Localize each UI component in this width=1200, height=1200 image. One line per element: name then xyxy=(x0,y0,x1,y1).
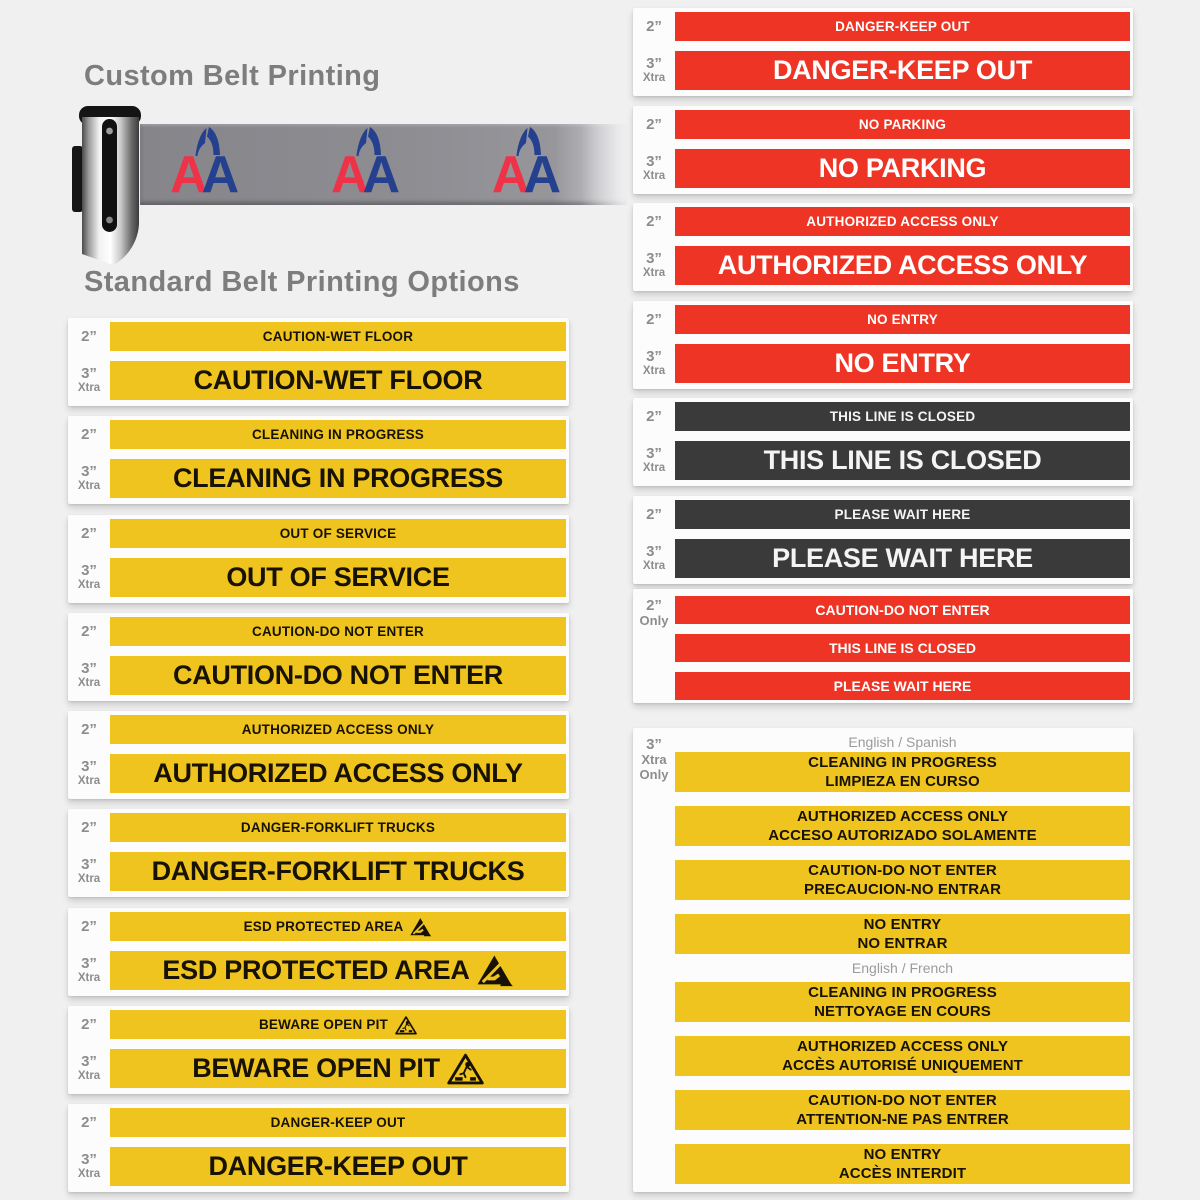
american-airlines-logo xyxy=(491,146,561,205)
belt-sample-bilingual: AUTHORIZED ACCESS ONLY ACCESO AUTORIZADO SOLAMENTE xyxy=(675,806,1130,846)
belt-sample-3in: BEWARE OPEN PIT xyxy=(110,1049,566,1088)
belt-sample-2in: THIS LINE IS CLOSED xyxy=(675,402,1130,431)
size-label-3in-xtra: 3” Xtra xyxy=(77,660,101,690)
size-label-2in: 2” xyxy=(81,426,97,443)
custom-printed-belt xyxy=(140,124,627,205)
belt-sample-3in: DANGER-KEEP OUT xyxy=(675,51,1130,90)
bilingual-group-heading: English / French xyxy=(851,960,954,976)
belt-sample-2in: NO PARKING xyxy=(675,110,1130,139)
size-label-3in-xtra: 3” Xtra xyxy=(77,955,101,985)
size-label-3in-xtra: 3” Xtra xyxy=(77,1151,101,1181)
size-label-3in-xtra: 3” Xtra xyxy=(642,348,666,378)
belt-sample-2in: CAUTION-DO NOT ENTER xyxy=(675,596,1130,624)
size-label-2in: 2” xyxy=(81,819,97,836)
belt-sample-bilingual: NO ENTRY NO ENTRAR xyxy=(675,914,1130,954)
aa-letter-blue: A xyxy=(523,146,561,205)
belt-option-card xyxy=(633,301,1133,389)
belt-sample-3in: NO PARKING xyxy=(675,149,1130,188)
belt-sample-2in: BEWARE OPEN PIT xyxy=(110,1010,566,1039)
size-label-2in: 2” xyxy=(646,506,662,523)
stanchion-head-image xyxy=(70,104,148,270)
aa-letter-red: A xyxy=(330,146,369,205)
size-label-2in: 2” xyxy=(81,918,97,935)
size-label-2in: 2” xyxy=(646,311,662,328)
belt-option-card-2in-only xyxy=(633,589,1133,703)
belt-sample-3in: PLEASE WAIT HERE xyxy=(675,539,1130,578)
standard-printing-heading: Standard Belt Printing Options xyxy=(84,266,520,298)
size-label-2in: 2” xyxy=(81,525,97,542)
size-label-2in: 2” xyxy=(646,116,662,133)
belt-option-card-bilingual xyxy=(633,728,1133,1192)
belt-sample-2in: CAUTION-DO NOT ENTER xyxy=(110,617,566,646)
belt-option-card xyxy=(68,613,569,701)
open-pit-warning-icon xyxy=(395,1015,417,1035)
aa-eagle-icon xyxy=(510,127,543,157)
belt-option-card xyxy=(68,1006,569,1094)
esd-warning-icon xyxy=(410,917,432,937)
american-airlines-logo xyxy=(170,146,240,205)
aa-letter-blue: A xyxy=(201,146,240,205)
size-label-2in: 2” xyxy=(81,1016,97,1033)
aa-letter-red: A xyxy=(491,146,530,205)
belt-option-card xyxy=(68,318,569,406)
belt-sample-3in: CAUTION-DO NOT ENTER xyxy=(110,656,566,695)
belt-sample-bilingual: CLEANING IN PROGRESS NETTOYAGE EN COURS xyxy=(675,982,1130,1022)
size-label-3in-xtra: 3” Xtra xyxy=(77,1053,101,1083)
size-label-2in-only: 2” Only xyxy=(639,597,669,629)
belt-sample-3in: CLEANING IN PROGRESS xyxy=(110,459,566,498)
belt-sample-2in: DANGER-KEEP OUT xyxy=(675,12,1130,41)
custom-printing-heading: Custom Belt Printing xyxy=(84,60,381,92)
belt-sample-3in: OUT OF SERVICE xyxy=(110,558,566,597)
belt-sample-bilingual: NO ENTRY ACCÈS INTERDIT xyxy=(675,1144,1130,1184)
size-label-2in: 2” xyxy=(646,213,662,230)
belt-sample-3in: AUTHORIZED ACCESS ONLY xyxy=(675,246,1130,285)
size-label-2in: 2” xyxy=(646,408,662,425)
belt-sample-2in: CAUTION-WET FLOOR xyxy=(110,322,566,351)
size-label-2in: 2” xyxy=(81,721,97,738)
belt-option-card xyxy=(633,106,1133,194)
belt-sample-bilingual: AUTHORIZED ACCESS ONLY ACCÈS AUTORISÉ UNIQUEMENT xyxy=(675,1036,1130,1076)
esd-warning-icon xyxy=(477,954,514,987)
belt-sample-2in: AUTHORIZED ACCESS ONLY xyxy=(675,207,1130,236)
size-label-3in-xtra: 3” Xtra xyxy=(642,543,666,573)
belt-option-card xyxy=(633,8,1133,96)
size-label-3in-xtra: 3” Xtra xyxy=(642,153,666,183)
aa-eagle-icon xyxy=(188,127,221,157)
belt-sample-2in: DANGER-KEEP OUT xyxy=(110,1108,566,1137)
size-label-3in-xtra: 3” Xtra xyxy=(642,445,666,475)
belt-sample-bilingual: CLEANING IN PROGRESS LIMPIEZA EN CURSO xyxy=(675,752,1130,792)
size-label-3in-xtra: 3” Xtra xyxy=(642,55,666,85)
size-label-3in-xtra-only: 3” Xtra Only xyxy=(639,736,669,783)
belt-sample-2in: ESD PROTECTED AREA xyxy=(110,912,566,941)
american-airlines-logo xyxy=(330,146,401,205)
belt-sample-2in: THIS LINE IS CLOSED xyxy=(675,634,1130,662)
size-label-2in: 2” xyxy=(81,328,97,345)
belt-sample-2in: PLEASE WAIT HERE xyxy=(675,672,1130,700)
belt-option-card xyxy=(68,809,569,897)
size-label-3in-xtra: 3” Xtra xyxy=(77,562,101,592)
belt-sample-3in: THIS LINE IS CLOSED xyxy=(675,441,1130,480)
size-label-2in: 2” xyxy=(81,1114,97,1131)
size-label-3in-xtra: 3” Xtra xyxy=(77,758,101,788)
open-pit-warning-icon xyxy=(447,1052,484,1085)
belt-option-card xyxy=(633,398,1133,486)
size-label-2in: 2” xyxy=(646,18,662,35)
aa-letter-blue: A xyxy=(362,146,401,205)
belt-sample-2in: CLEANING IN PROGRESS xyxy=(110,420,566,449)
size-label-3in-xtra: 3” Xtra xyxy=(642,250,666,280)
belt-sample-2in: DANGER-FORKLIFT TRUCKS xyxy=(110,813,566,842)
belt-sample-3in: AUTHORIZED ACCESS ONLY xyxy=(110,754,566,793)
bilingual-group-heading: English / Spanish xyxy=(848,734,957,750)
belt-sample-2in: AUTHORIZED ACCESS ONLY xyxy=(110,715,566,744)
belt-sample-3in: DANGER-FORKLIFT TRUCKS xyxy=(110,852,566,891)
belt-option-card xyxy=(68,1104,569,1192)
size-label-3in-xtra: 3” Xtra xyxy=(77,856,101,886)
belt-sample-2in: OUT OF SERVICE xyxy=(110,519,566,548)
belt-sample-bilingual: CAUTION-DO NOT ENTER ATTENTION-NE PAS ENTRER xyxy=(675,1090,1130,1130)
belt-sample-3in: DANGER-KEEP OUT xyxy=(110,1147,566,1186)
belt-sample-3in: ESD PROTECTED AREA xyxy=(110,951,566,990)
aa-eagle-icon xyxy=(349,127,382,157)
belt-sample-3in: NO ENTRY xyxy=(675,344,1130,383)
belt-sample-3in: CAUTION-WET FLOOR xyxy=(110,361,566,400)
size-label-3in-xtra: 3” Xtra xyxy=(77,463,101,493)
belt-option-card xyxy=(68,416,569,504)
belt-option-card xyxy=(68,515,569,603)
belt-sample-2in: PLEASE WAIT HERE xyxy=(675,500,1130,529)
belt-option-card xyxy=(68,908,569,996)
size-label-3in-xtra: 3” Xtra xyxy=(77,365,101,395)
belt-sample-2in: NO ENTRY xyxy=(675,305,1130,334)
belt-option-card xyxy=(633,496,1133,584)
aa-letter-red: A xyxy=(170,146,208,205)
size-label-2in: 2” xyxy=(81,623,97,640)
belt-option-card xyxy=(633,203,1133,291)
belt-sample-bilingual: CAUTION-DO NOT ENTER PRECAUCION-NO ENTRAR xyxy=(675,860,1130,900)
belt-option-card xyxy=(68,711,569,799)
